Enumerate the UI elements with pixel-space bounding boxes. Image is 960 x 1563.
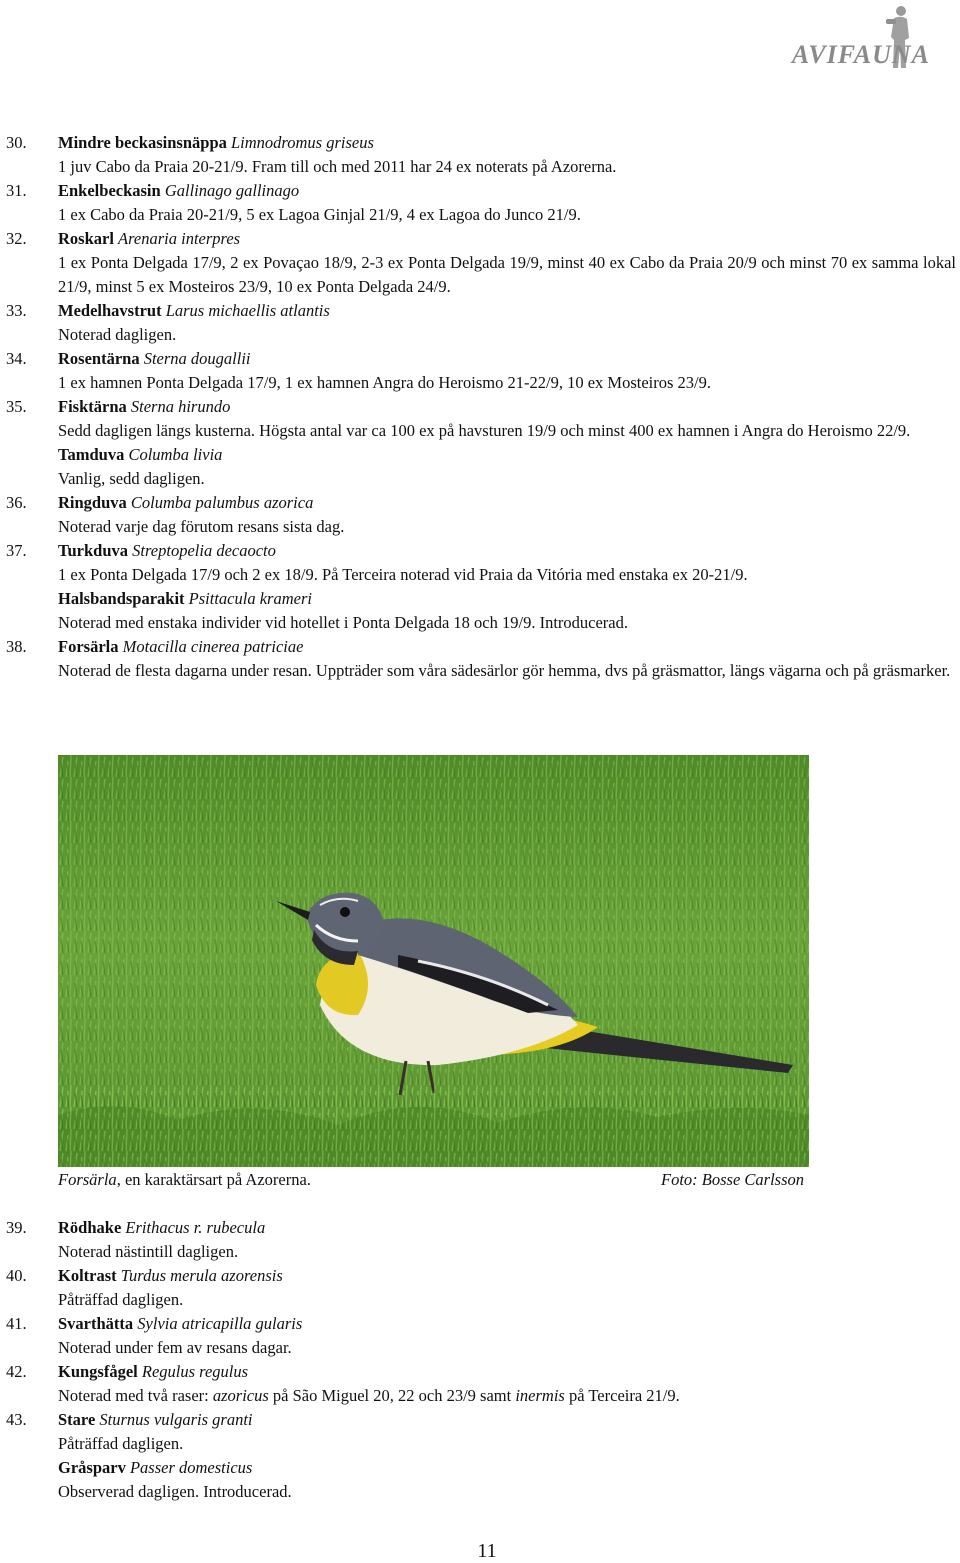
common-name: Rödhake	[58, 1218, 122, 1237]
grey-wagtail-photo	[58, 755, 809, 1167]
common-name: Turkduva	[58, 541, 129, 560]
species-description	[58, 323, 960, 347]
species-entry	[0, 491, 960, 539]
subspecies-name: inermis	[515, 1386, 565, 1405]
description-text: Sedd dagligen längs kusterna. Högsta antal var ca 100 ex på havsturen 19/9 och minst 400 ex hamnen i Angra do Heroismo 22/9.	[58, 421, 911, 440]
species-entry	[0, 395, 960, 443]
species-description	[58, 1480, 960, 1504]
description-text: Noterad med enstaka individer vid hotellet i Ponta Delgada 18 och 19/9. Introducerad.	[58, 613, 628, 632]
species-entry	[0, 131, 960, 179]
description-text: 1 juv Cabo da Praia 20-21/9. Fram till och med 2011 har 24 ex noterats på Azorerna.	[58, 157, 617, 176]
species-heading	[58, 587, 960, 611]
common-name: Svarthätta	[58, 1314, 134, 1333]
species-description	[58, 1288, 960, 1312]
species-heading	[58, 179, 960, 203]
description-text: Noterad nästintill dagligen.	[58, 1242, 239, 1261]
scientific-name: Sylvia atricapilla gularis	[137, 1314, 303, 1333]
species-description	[58, 515, 960, 539]
species-description	[58, 1240, 960, 1264]
scientific-name: Psittacula krameri	[188, 589, 312, 608]
description-text: Påträffad dagligen.	[58, 1434, 184, 1453]
species-entry	[0, 227, 960, 299]
common-name: Halsbandsparakit	[58, 589, 185, 608]
common-name: Fisktärna	[58, 397, 127, 416]
description-text: Noterad de flesta dagarna under resan. Uppträder som våra sädesärlor gör hemma, dvs på gräsmattor, längs vägarna och på gräsmarker.	[58, 661, 951, 680]
description-text: 1 ex hamnen Ponta Delgada 17/9, 1 ex hamnen Angra do Heroismo 21-22/9, 10 ex Mosteiros 23/9.	[58, 373, 712, 392]
logo-text: AVIFAUNA	[791, 40, 930, 69]
species-heading	[58, 1264, 960, 1288]
entry-number: 39.	[6, 1218, 27, 1237]
species-heading	[58, 347, 960, 371]
species-entry	[0, 443, 960, 491]
species-heading	[58, 299, 960, 323]
scientific-name: Motacilla cinerea patriciae	[122, 637, 304, 656]
scientific-name: Sterna dougallii	[143, 349, 251, 368]
species-heading	[58, 1312, 960, 1336]
species-heading	[58, 443, 960, 467]
entry-number: 30.	[6, 133, 27, 152]
species-entry	[0, 1264, 960, 1312]
common-name: Roskarl	[58, 229, 114, 248]
species-heading	[58, 1408, 960, 1432]
page-number: 11	[477, 1540, 497, 1562]
entry-number: 31.	[6, 181, 27, 200]
species-entry	[0, 347, 960, 395]
common-name: Forsärla	[58, 637, 119, 656]
species-entry	[0, 1312, 960, 1360]
species-description	[58, 467, 960, 491]
species-heading	[58, 491, 960, 515]
scientific-name: Streptopelia decaocto	[132, 541, 276, 560]
scientific-name: Passer domesticus	[129, 1458, 253, 1477]
entry-number: 42.	[6, 1362, 27, 1381]
species-description	[58, 203, 960, 227]
scientific-name: Limnodromus griseus	[231, 133, 374, 152]
species-heading	[58, 539, 960, 563]
description-text: på Terceira 21/9.	[564, 1386, 680, 1405]
entry-number: 38.	[6, 637, 27, 656]
species-entry	[0, 179, 960, 227]
description-text: Noterad dagligen.	[58, 325, 177, 344]
entry-number: 32.	[6, 229, 27, 248]
description-text: 1 ex Cabo da Praia 20-21/9, 5 ex Lagoa Ginjal 21/9, 4 ex Lagoa do Junco 21/9.	[58, 205, 581, 224]
species-entry	[0, 539, 960, 587]
scientific-name: Sterna hirundo	[130, 397, 231, 416]
scientific-name: Larus michaellis atlantis	[165, 301, 330, 320]
scientific-name: Columba livia	[128, 445, 223, 464]
species-entry	[0, 587, 960, 635]
species-heading	[58, 1216, 960, 1240]
scientific-name: Erithacus r. rubecula	[125, 1218, 266, 1237]
entry-number: 34.	[6, 349, 27, 368]
scientific-name: Sturnus vulgaris granti	[99, 1410, 253, 1429]
caption-rest: , en karaktärsart på Azorerna.	[116, 1170, 311, 1189]
species-entry	[0, 1456, 960, 1504]
common-name: Mindre beckasinsnäppa	[58, 133, 227, 152]
common-name: Gråsparv	[58, 1458, 126, 1477]
description-text: Vanlig, sedd dagligen.	[58, 469, 205, 488]
description-text: 1 ex Ponta Delgada 17/9 och 2 ex 18/9. På Terceira noterad vid Praia da Vitória med enstaka ex 20-21/9.	[58, 565, 748, 584]
entry-number: 36.	[6, 493, 27, 512]
species-description	[58, 419, 960, 443]
species-list-bottom	[0, 1216, 960, 1504]
scientific-name: Columba palumbus azorica	[130, 493, 314, 512]
species-description	[58, 563, 960, 587]
description-text: på São Miguel 20, 22 och 23/9 samt	[268, 1386, 516, 1405]
common-name: Rosentärna	[58, 349, 140, 368]
scientific-name: Gallinago gallinago	[164, 181, 300, 200]
species-description	[58, 659, 960, 683]
entry-number: 41.	[6, 1314, 27, 1333]
species-description	[58, 1336, 960, 1360]
entry-number: 40.	[6, 1266, 27, 1285]
entry-number: 37.	[6, 541, 27, 560]
photo-credit: Foto: Bosse Carlsson	[660, 1170, 804, 1189]
species-heading	[58, 131, 960, 155]
species-entry	[0, 1360, 960, 1408]
entry-number: 43.	[6, 1410, 27, 1429]
species-heading	[58, 635, 960, 659]
common-name: Koltrast	[58, 1266, 117, 1285]
species-description	[58, 371, 960, 395]
species-entry	[0, 299, 960, 347]
scientific-name: Arenaria interpres	[118, 229, 241, 248]
description-text: Noterad varje dag förutom resans sista dag.	[58, 517, 345, 536]
common-name: Medelhavstrut	[58, 301, 162, 320]
species-list-top	[0, 131, 960, 683]
caption-text	[58, 1168, 311, 1192]
species-description	[58, 251, 960, 299]
species-description	[58, 155, 960, 179]
species-description	[58, 1432, 960, 1456]
common-name: Tamduva	[58, 445, 125, 464]
description-text: Observerad dagligen. Introducerad.	[58, 1482, 292, 1501]
species-entry	[0, 1216, 960, 1264]
species-description	[58, 611, 960, 635]
species-heading	[58, 1456, 960, 1480]
description-text: Noterad under fem av resans dagar.	[58, 1338, 292, 1357]
entry-number: 33.	[6, 301, 27, 320]
species-entry	[0, 635, 960, 683]
scientific-name: Turdus merula azorensis	[120, 1266, 283, 1285]
caption-species: Forsärla	[58, 1170, 117, 1189]
species-heading	[58, 227, 960, 251]
description-text: Påträffad dagligen.	[58, 1290, 184, 1309]
subspecies-name: azoricus	[212, 1386, 269, 1405]
scientific-name: Regulus regulus	[141, 1362, 249, 1381]
avifauna-logo	[770, 4, 930, 76]
species-heading	[58, 1360, 960, 1384]
common-name: Kungsfågel	[58, 1362, 138, 1381]
species-entry	[0, 1408, 960, 1456]
species-description	[58, 1384, 960, 1408]
description-text: Noterad med två raser:	[58, 1386, 213, 1405]
species-heading	[58, 395, 960, 419]
common-name: Ringduva	[58, 493, 127, 512]
common-name: Enkelbeckasin	[58, 181, 161, 200]
description-text: 1 ex Ponta Delgada 17/9, 2 ex Povaçao 18/9, 2-3 ex Ponta Delgada 19/9, minst 40 ex Cabo da Praia 20/9 och minst 70 ex samma lokal 21/9, minst 5 ex Mosteiros 23/9, 10 ex Ponta Delgada 24/9.	[58, 253, 956, 296]
common-name: Stare	[58, 1410, 96, 1429]
entry-number: 35.	[6, 397, 27, 416]
